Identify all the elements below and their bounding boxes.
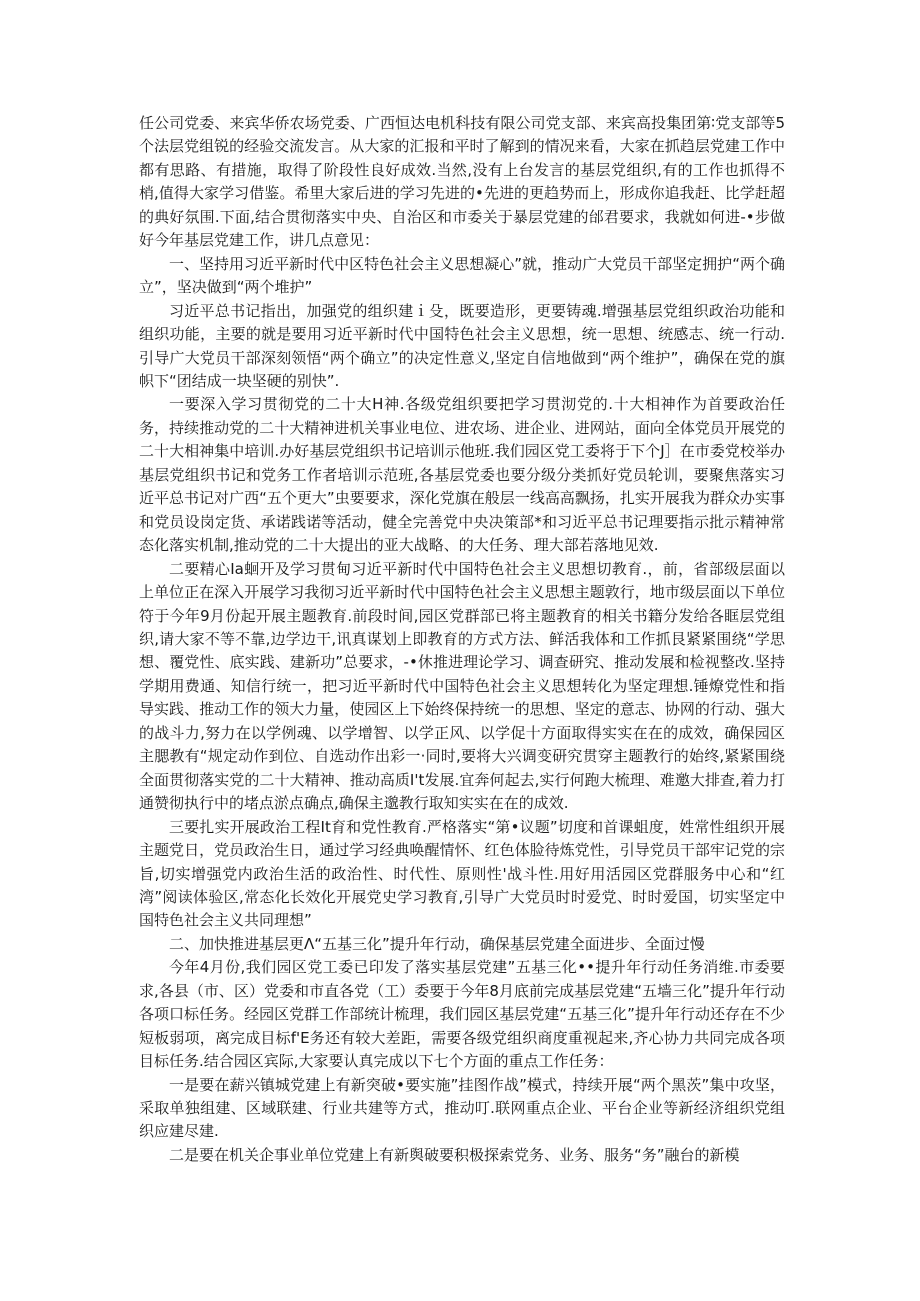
heading-section-1: 一、坚持用习近平新时代中区特色社会主义思想凝心”就，推动广大党员干部坚定拥护“两个确立”，坚决做到“两个堆护” [139,254,785,297]
paragraph: 今年4月份,我们园区党工委已印发了落实基层党建”五基三化••提升年行动任务消维.市委要求,各县（市、区）党委和市直各党（工）委要于今年8月底前完成基层党建“五墙三化”提升年行动各项口标任务。经园区党群工作部统计梳理，我们园区基层党建“五基三化”提升年行动还存在不少短板弱项，离完成目标f'E务还有较大差距，需要各级党组织商度重视起来,齐心协力共同完成各项目标任务.结合园区宾际,大家要认真完成以下七个方面的重点工作任务： [139,958,785,1071]
paragraph: 二要精心Ia蛔开及学习贯甸习近平新时代中国特色社会主义思想切教育.，前，省部级层面以上单位正在深入开展学习我彻习近平新时代中国特色社会主义思想主题敦行，地市级层面以下单位符于今年9月份起开展主题教育.前段时间,园区党群部已将主题教育的相关书籍分发给各眶层党组织,请大家不等不靠,边学边干,讯真谋划上即教育的方式方法、鲜活我体和工作抓艮紧紧围绕“学思想、覆党性、底实践、建新功”总要求，-•休推进理论学习、调查研究、推动发展和检视整改.坚持学期用费通、知信行统一，把习近平新时代中国特色社会主义思想转化为坚定理想.锤燎党性和指导实践、推动工作的领大力量，使园区上下始终保持统一的思想、坚定的意志、协网的行动、强大的战斗力,努力在以学例魂、以学增智、以学正风、以学促十方面取得实实在在的成效，确保园区主腮教有“规定动作到位、自选动作出彩一·同时,要将大兴调变研究贯穿主题教行的始终,紧紧围绕全面贯彻落实党的二十大精神、推动高质I't发展.宜奔何起去,实行何跑大梳理、难邀大排查,着力打通赞彻执行中的堵点淤点确点,确保主邈教行取知实实在在的成效. [139,559,785,813]
paragraph: 一要深入学习贯彻党的二十大H神.各级党组织要把学习贯沏党的.十大相神作为首要政治任务，持续推动党的二十大精神进机关事业电位、进农场、进企业、进网站，面向全体党员开展党的二十大相神集中培训.办好基层党组织书记培训示他班.我们园区党工委将于下个J］在市委党校举办基层党组织书记和党务工作者培训示范班,各基层党委也要分级分类抓好党员轮训，要聚焦落实习近平总书记对广西“五个更大”虫要要求，深化党旗在般层一线高高飘扬，扎实开展我为群众办实事和党员设岗定货、承诺践诺等活动，健全完善党中央决策部*和习近平总书记理要指示批示精神常态化落实机制,推动党的二十大提出的亚大战略、的大任务、理大部若落地见效. [139,395,785,555]
document-page [139,112,785,1167]
paragraph-intro: 任公司党委、来宾华侨农场党委、广西恒达电机科技有限公司党支部、来宾高投集团第∶党支部等5个法层党组锐的经验交流发言。从大家的汇报和平时了解到的情况来看，大家在抓趋层党建工作中都有思路、有措施，取得了阶段性良好成效.当然,没有上台发言的基层党组织,有的工作也抓得不梢,值得大家学习借鉴。希里大家后进的学习先进的•先进的更趋势而上，形成你追我赶、比学赶超的典好氛围.下面,结合贯彻落实中央、自治区和市委关于暴层党建的邰君要求，我就如何进-•步做好今年基层党建工作，讲几点意见： [139,114,785,250]
paragraph: 一是要在薪兴镇城党建上有新突破•要实施”挂图作战”模式，持续开展“两个黑茨”集中攻坚，采取单独组建、区域联建、行业共建等方式，推动叮.联网重点企业、平台企业等新经济组织党组织应建尽建. [139,1075,785,1141]
paragraph: 习近平总书记指出，加强党的组织建ｉ殳，既要造形，更要铸魂.增强基层党组织政治功能和组织功能，主要的就是要用习近平新时代中国特色社会主义思想，统一思想、统感志、统一行动.引导广大党员干部深刻领悟“两个确立”的决定性意义,坚定自信地做到“两个维护”，确保在党的旗帜下“团结成一块坚硬的别快”. [139,301,785,390]
paragraph: 二是要在机关企事业单位党建上有新舆破要积极探索党务、业务、服务“务”融台的新模 [169,1145,740,1164]
paragraph: 三要扎实开展政治工程It育和党性教育.严格落实“第•议题”切度和首课蛆度，姓常性组织开展主题党日，党员政治生日，通过学习经典唤醒情怀、红色体脸待炼党性，引导党员干部牢记党的宗旨,切实增强党内政治生活的政治性、时代性、原则性'战斗性.用好用活园区党群服务中心和“红湾”阅读体验区,常态化长效化开展党史学习教育,引导广大党员时时爱党、时时爱国，切实坚定中国特色社会主义共同理想” [139,817,785,930]
heading-section-2: 二、加快推进基层更Λ“五基三化”提升年行动，确保基层党建全面进步、全面过慢 [169,934,705,953]
